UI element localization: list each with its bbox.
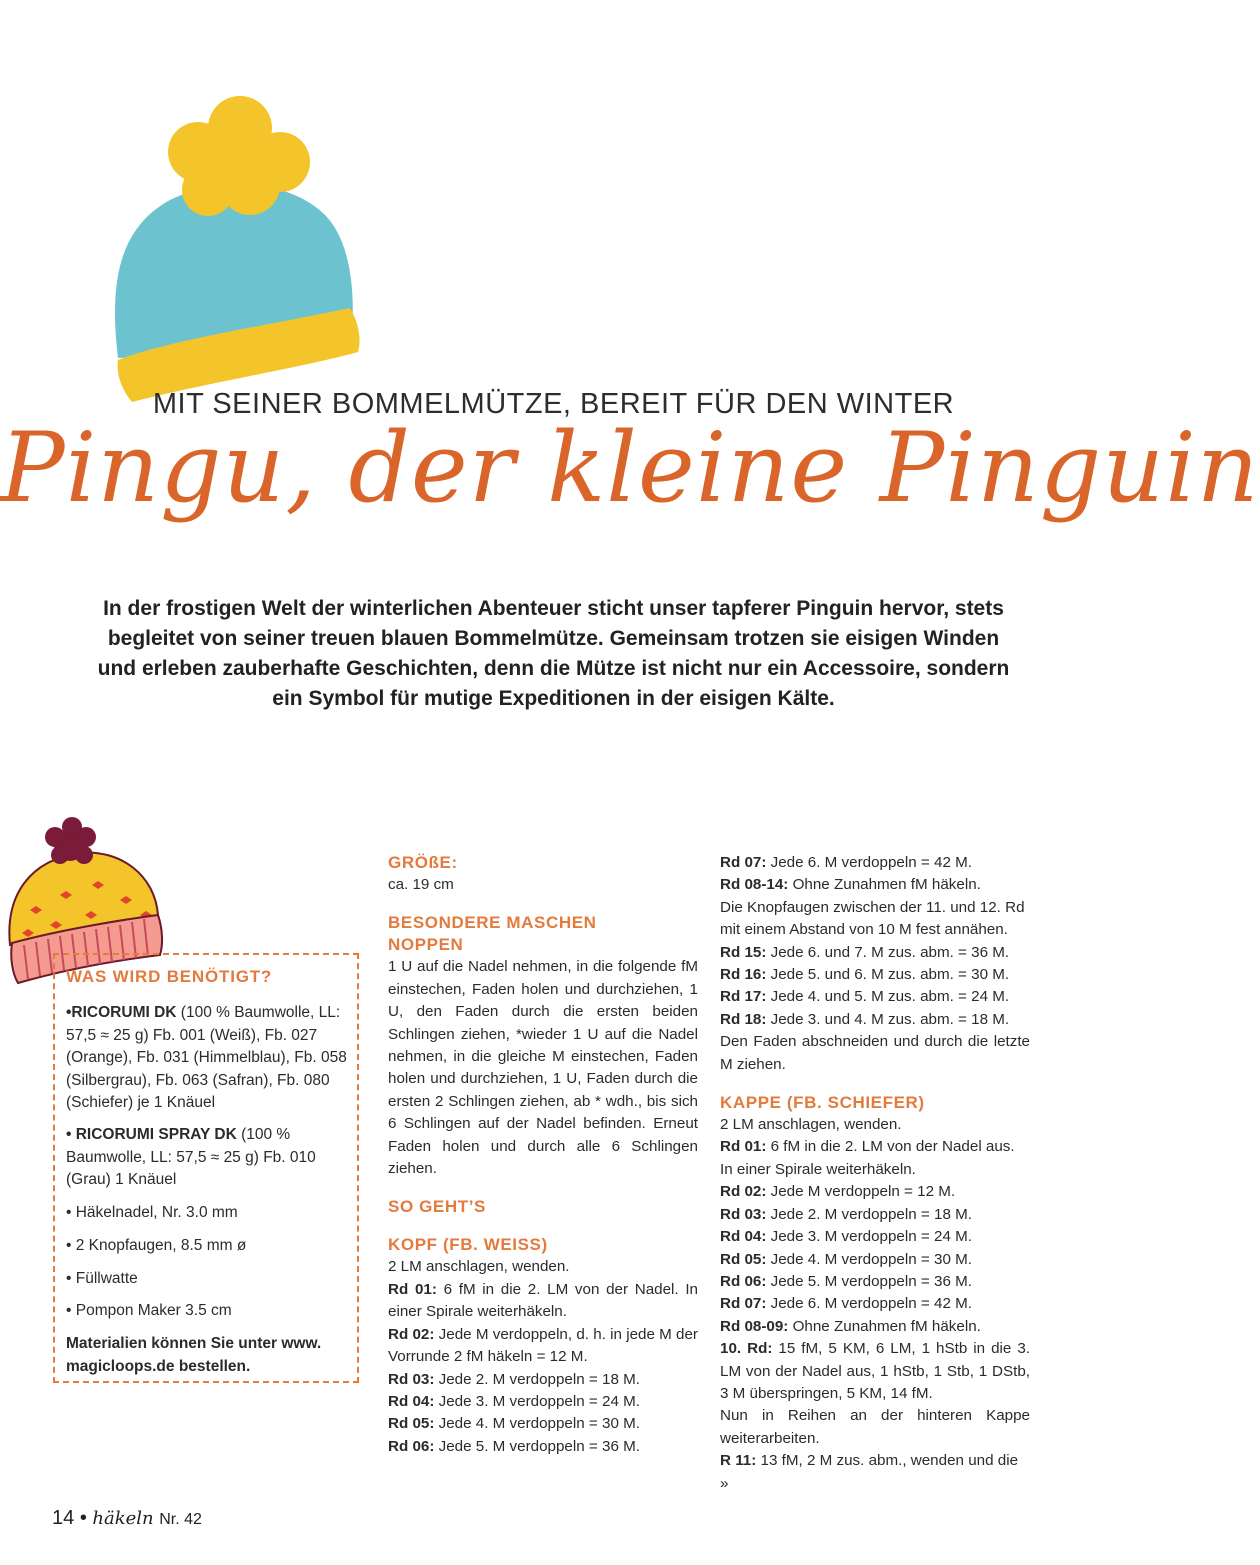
round-row [720,1136,1030,1181]
round-label: Rd 17: [720,988,767,1006]
material-item [66,1124,356,1192]
round-text: Jede M verdoppeln = 12 M. [766,1183,956,1201]
round-row [720,874,1030,896]
round-label: Rd 07: [720,1295,767,1313]
round-label: Rd 07: [720,854,767,871]
round-text: Jede 5. M verdoppeln = 36 M. [434,1437,640,1455]
round-label: Rd 15: [720,943,767,961]
round-label: Rd 01: [720,1138,767,1156]
size-heading: GRÖßE: [388,853,458,872]
round-label: Rd 03: [720,1205,767,1223]
round-label: Rd 08-09: [720,1317,789,1335]
round-row [388,1413,698,1435]
round-text: 13 fM, 2 M zus. abm., wenden und die » [720,1452,1019,1492]
round-text: Jede 3. und 4. M zus. abm. = 18 M. [766,1010,1010,1028]
round-text: Jede 3. M verdoppeln = 24 M. [434,1392,640,1410]
round-row [388,1279,698,1324]
round-row [720,942,1030,964]
round-row [720,1293,1030,1315]
round-row [720,1450,1030,1495]
round-text: Jede 6. M verdoppeln = 42 M. [766,854,972,871]
round-text: Ohne Zunahmen fM häkeln. [788,1317,981,1335]
round-row [720,852,1030,874]
round-text: Jede 5. und 6. M zus. abm. = 30 M. [766,966,1010,984]
kopf-intro: 2 LM anschlagen, wenden. [388,1258,570,1276]
round-label: 10. Rd: [720,1340,773,1358]
round-text: Jede 3. M verdoppeln = 24 M. [766,1228,972,1246]
round-label: Rd 18: [720,1010,767,1028]
round-text: Jede 4. M verdoppeln = 30 M. [434,1415,640,1433]
intro-line: und erleben zauberhafte Geschichten, denn die Mütze ist nicht nur ein Accessoire, sondern [97,657,1010,680]
page-footer [52,1507,202,1530]
magazine-name: häkeln [92,1508,154,1529]
kappe-intro: 2 LM anschlagen, wenden. [720,1116,902,1134]
noppen-text: 1 U auf die Nadel nehmen, in die folgende fM einstechen, Faden holen und durchziehen, 1 U, den Faden durch die ersten beiden Schlingen ziehen, *wieder 1 U auf die Nadel nehmen, in die gleiche M einstechen, Faden holen und durchziehen, 1 U, Faden durch die ersten 2 Schlingen ziehen, ab * wdh., bis sich 6 Schlingen auf der Nadel befinden. Erneut Faden holen und durch alle 6 Schlingen ziehen. [388,958,698,1178]
round-row [720,986,1030,1008]
round-label: Rd 08-14: [720,876,789,894]
material-name: • RICORUMI SPRAY DK [66,1126,237,1143]
round-label: R 11: [720,1452,757,1470]
intro-line: In der frostigen Welt der winterlichen Abenteuer sticht unser tapferer Pinguin hervor, stets [103,597,1004,620]
round-text: Ohne Zunahmen fM häkeln. [788,876,981,894]
round-row [720,1249,1030,1271]
special-stitches-heading: BESONDERE MASCHEN [388,913,597,933]
round-label: Rd 02: [720,1183,767,1201]
round-row [720,1181,1030,1203]
round-row [720,1271,1030,1293]
round-text: 15 fM, 5 KM, 6 LM, 1 hStb in die 3. LM von der Nadel aus, 1 hStb, 1 Stb, 1 DStb, 3 M überspringen, 5 KM, 14 fM. [720,1340,1030,1402]
round-row [720,1204,1030,1226]
material-item: • Füllwatte [66,1270,138,1287]
material-item [66,1002,356,1115]
howto-heading: SO GEHT’S [388,1197,486,1217]
round-row [720,1316,1030,1338]
round-text: Jede 4. M verdoppeln = 30 M. [766,1250,972,1268]
rows-text: Nun in Reihen an der hinteren Kappe weiterarbeiten. [720,1407,1030,1447]
round-label: Rd 06: [720,1272,767,1290]
round-label: Rd 01: [388,1280,437,1298]
materials-note: Materialien können Sie unter www. magicloops.de bestellen. [66,1335,322,1375]
round-label: Rd 05: [388,1415,435,1433]
round-row [388,1391,698,1413]
round-row [388,1369,698,1391]
round-label: Rd 02: [388,1325,435,1343]
round-text: 6 fM in die 2. LM von der Nadel aus. In einer Spirale weiterhäkeln. [720,1138,1015,1178]
eyes-text: Die Knopfaugen zwischen der 11. und 12. Rd mit einem Abstand von 10 M fest annähen. [720,898,1025,939]
round-text: Jede 2. M verdoppeln = 18 M. [434,1370,640,1388]
footer-bullet: • [79,1507,87,1529]
material-item: • Pompon Maker 3.5 cm [66,1302,232,1319]
material-item: • 2 Knopfaugen, 8.5 mm ø [66,1237,247,1254]
subtitle: MIT SEINER BOMMELMÜTZE, BEREIT FÜR DEN WINTER [152,388,955,420]
material-name: •RICORUMI DK [66,1004,177,1021]
round-row [720,1009,1030,1031]
round-text: Jede 6. und 7. M zus. abm. = 36 M. [766,943,1010,961]
material-desc: (100 % Baumwolle, LL: 57,5 ≈ 25 g) Fb. 010 (Grau) 1 Knäuel [66,1126,316,1188]
noppen-heading: NOPPEN [388,935,464,955]
intro-text [40,594,1067,714]
round-label: Rd 03: [388,1370,435,1388]
intro-line: ein Symbol für mutige Expeditionen in der eisigen Kälte. [272,687,835,710]
kappe-heading: KAPPE (FB. SCHIEFER) [720,1093,925,1113]
page-title: Pingu, der kleine Pinguin [0,412,1260,524]
round-row [720,1338,1030,1405]
round-row [388,1324,698,1369]
kopf-heading: KOPF (FB. WEISS) [388,1235,548,1255]
round-label: Rd 16: [720,966,767,984]
round-row [720,1226,1030,1248]
round-label: Rd 06: [388,1437,435,1455]
material-item: • Häkelnadel, Nr. 3.0 mm [66,1204,238,1221]
page-number: 14 [52,1507,75,1529]
issue-number: Nr. 42 [159,1511,202,1528]
round-text: Jede 6. M verdoppeln = 42 M. [766,1295,972,1313]
round-text: Jede M verdoppeln, d. h. in jede M der Vorrunde 2 fM häkeln = 12 M. [388,1325,698,1366]
round-text: Jede 2. M verdoppeln = 18 M. [766,1205,972,1223]
beanie-hat-icon [100,90,370,410]
materials-title: WAS WIRD BENÖTIGT? [66,967,273,986]
round-row [388,1436,698,1458]
round-label: Rd 05: [720,1250,767,1268]
material-desc: (100 % Baumwolle, LL: 57,5 ≈ 25 g) Fb. 001 (Weiß), Fb. 027 (Orange), Fb. 031 (Himmelblau), Fb. 058 (Silbergrau), Fb. 063 (Safran), Fb. 080 (Schiefer) je 1 Knäuel [66,1004,347,1111]
end-text: Den Faden abschneiden und durch die letzte M ziehen. [720,1033,1030,1073]
intro-line: begleitet von seiner treuen blauen Bommelmütze. Gemeinsam trotzen sie eisigen Winden [107,627,1000,650]
round-text: 6 fM in die 2. LM von der Nadel. In einer Spirale weiterhäkeln. [388,1280,698,1321]
round-row [720,964,1030,986]
instructions-column-1 [388,852,698,1458]
round-text: Jede 4. und 5. M zus. abm. = 24 M. [766,988,1010,1006]
round-label: Rd 04: [720,1228,767,1246]
size-text: ca. 19 cm [388,876,454,893]
instructions-column-2 [720,852,1030,1495]
round-text: Jede 5. M verdoppeln = 36 M. [766,1272,972,1290]
round-label: Rd 04: [388,1392,435,1410]
